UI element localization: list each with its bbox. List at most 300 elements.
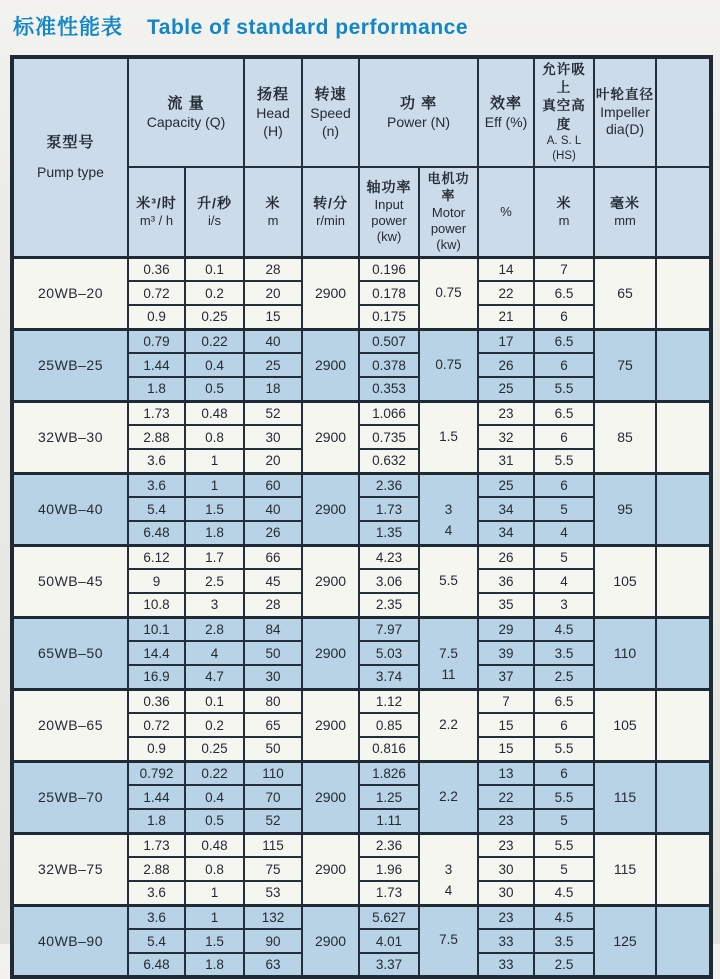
cell-input-power: 1.35: [359, 521, 419, 545]
cell-efficiency: 17: [478, 329, 534, 353]
subheader-impeller-en: mm: [614, 212, 636, 228]
cell-head: 90: [244, 929, 302, 953]
motor-power-values: [422, 355, 475, 376]
cell-asl: 6: [534, 713, 594, 737]
cell-capacity-m3h: 6.12: [128, 545, 185, 569]
subheader-speed-unit: [302, 167, 359, 257]
header-power: [359, 57, 478, 167]
cell-impeller-dia: 115: [594, 833, 656, 905]
cell-capacity-ls: 2.5: [185, 569, 244, 593]
subheader-ls-zh: 升/秒: [197, 195, 232, 212]
cell-input-power: 2.35: [359, 593, 419, 617]
cell-asl: 6.5: [534, 281, 594, 305]
cell-input-power: 0.632: [359, 449, 419, 473]
cell-capacity-ls: 0.8: [185, 425, 244, 449]
motor-power-value: 1.5: [439, 428, 458, 444]
cell-efficiency: 29: [478, 617, 534, 641]
motor-power-value: 0.75: [435, 284, 462, 300]
cell-capacity-m3h: 6.48: [128, 953, 185, 977]
cell-efficiency: 22: [478, 281, 534, 305]
motor-power-value: 11: [441, 667, 456, 683]
header-asl-zh1: 允许吸上: [542, 62, 586, 96]
cell-impeller-dia: 115: [594, 761, 656, 833]
cell-head: 60: [244, 473, 302, 497]
cell-head: 50: [244, 737, 302, 761]
cell-capacity-ls: 0.8: [185, 857, 244, 881]
cell-asl: 5.5: [534, 785, 594, 809]
cell-speed: 2900: [302, 689, 359, 761]
subheader-asl-en: m: [558, 212, 570, 228]
cell-capacity-m3h: 2.88: [128, 857, 185, 881]
table-body: [12, 257, 711, 977]
cell-capacity-ls: 0.1: [185, 689, 244, 713]
motor-power-value: 5.5: [439, 572, 458, 588]
cell-impeller-dia: 75: [594, 329, 656, 401]
cell-head: 63: [244, 953, 302, 977]
cell-head: 52: [244, 809, 302, 833]
header-head-zh: 扬程: [257, 85, 290, 103]
cell-capacity-m3h: 1.8: [128, 377, 185, 401]
subheader-motor-zh: 电机功率: [427, 170, 470, 204]
motor-power-value: 2.2: [439, 788, 458, 804]
cell-capacity-m3h: 1.44: [128, 785, 185, 809]
cell-capacity-m3h: 3.6: [128, 449, 185, 473]
subheader-ls-en: i/s: [208, 212, 221, 228]
table-row: [12, 473, 711, 497]
subheader-head-zh: 米: [265, 195, 281, 212]
cell-head: 70: [244, 785, 302, 809]
cell-pump-model: 40WB–90: [12, 905, 128, 977]
cell-motor-power: [419, 257, 478, 329]
motor-power-values: [422, 930, 475, 951]
cell-capacity-m3h: 0.36: [128, 689, 185, 713]
cell-input-power: 0.178: [359, 281, 419, 305]
cell-extra-empty: [656, 329, 711, 401]
cell-speed: 2900: [302, 761, 359, 833]
cell-head: 66: [244, 545, 302, 569]
cell-input-power: 7.97: [359, 617, 419, 641]
cell-asl: 5: [534, 857, 594, 881]
cell-motor-power: [419, 905, 478, 977]
cell-speed: 2900: [302, 905, 359, 977]
cell-capacity-m3h: 0.36: [128, 257, 185, 281]
header-eff-en: Eff (%): [484, 113, 528, 130]
cell-asl: 2.5: [534, 665, 594, 689]
table-row: [12, 617, 711, 641]
header-pump-type: [12, 57, 128, 257]
cell-input-power: 5.03: [359, 641, 419, 665]
cell-input-power: 0.353: [359, 377, 419, 401]
cell-capacity-m3h: 2.88: [128, 425, 185, 449]
cell-head: 53: [244, 881, 302, 905]
cell-efficiency: 13: [478, 761, 534, 785]
cell-capacity-m3h: 16.9: [128, 665, 185, 689]
cell-capacity-ls: 1: [185, 905, 244, 929]
cell-head: 20: [244, 449, 302, 473]
cell-head: 25: [244, 353, 302, 377]
cell-asl: 5.5: [534, 449, 594, 473]
cell-speed: 2900: [302, 473, 359, 545]
subheader-m3h: [128, 167, 185, 257]
cell-impeller-dia: 105: [594, 545, 656, 617]
table-row: [12, 905, 711, 929]
cell-input-power: 1.12: [359, 689, 419, 713]
motor-power-value: 3: [444, 502, 453, 518]
cell-extra-empty: [656, 689, 711, 761]
cell-input-power: 4.23: [359, 545, 419, 569]
cell-efficiency: 34: [478, 497, 534, 521]
header-speed: [302, 57, 359, 167]
page-title: [0, 0, 720, 46]
cell-efficiency: 35: [478, 593, 534, 617]
cell-head: 40: [244, 329, 302, 353]
header-capacity: [128, 57, 244, 167]
header-impeller-en2: dia(D): [605, 121, 645, 138]
subheader-eff-pct: [478, 167, 534, 257]
cell-efficiency: 14: [478, 257, 534, 281]
cell-capacity-ls: 0.4: [185, 353, 244, 377]
motor-power-value: 4: [444, 523, 453, 539]
cell-capacity-ls: 0.1: [185, 257, 244, 281]
cell-efficiency: 37: [478, 665, 534, 689]
cell-capacity-m3h: 5.4: [128, 497, 185, 521]
cell-capacity-ls: 0.5: [185, 809, 244, 833]
cell-capacity-m3h: 5.4: [128, 929, 185, 953]
header-asl: [534, 57, 594, 167]
cell-input-power: 0.196: [359, 257, 419, 281]
cell-pump-model: 40WB–40: [12, 473, 128, 545]
cell-motor-power: [419, 473, 478, 545]
cell-head: 30: [244, 665, 302, 689]
cell-input-power: 3.06: [359, 569, 419, 593]
subheader-eff-pct-label: %: [500, 203, 512, 219]
cell-motor-power: [419, 329, 478, 401]
header-pump-type-zh: 泵型号: [46, 134, 95, 152]
cell-head: 28: [244, 257, 302, 281]
subheader-ls: [185, 167, 244, 257]
cell-asl: 4: [534, 521, 594, 545]
subheader-m3h-zh: 米³/时: [136, 195, 177, 212]
cell-capacity-m3h: 0.72: [128, 713, 185, 737]
cell-motor-power: [419, 545, 478, 617]
cell-capacity-ls: 1.8: [185, 521, 244, 545]
cell-efficiency: 39: [478, 641, 534, 665]
header-asl-en: A. S. L (HS): [546, 134, 582, 162]
cell-asl: 5: [534, 809, 594, 833]
cell-input-power: 3.37: [359, 953, 419, 977]
cell-capacity-m3h: 6.48: [128, 521, 185, 545]
cell-head: 40: [244, 497, 302, 521]
cell-motor-power: [419, 617, 478, 689]
cell-efficiency: 21: [478, 305, 534, 329]
motor-power-values: [422, 715, 475, 736]
cell-asl: 6.5: [534, 401, 594, 425]
cell-pump-model: 65WB–50: [12, 617, 128, 689]
cell-capacity-ls: 1.7: [185, 545, 244, 569]
performance-table: [10, 55, 713, 979]
cell-capacity-m3h: 0.9: [128, 737, 185, 761]
subheader-motor-power: [419, 167, 478, 257]
cell-head: 65: [244, 713, 302, 737]
cell-efficiency: 25: [478, 473, 534, 497]
table-row: [12, 833, 711, 857]
cell-pump-model: 32WB–75: [12, 833, 128, 905]
cell-pump-model: 20WB–20: [12, 257, 128, 329]
cell-motor-power: [419, 401, 478, 473]
cell-motor-power: [419, 689, 478, 761]
cell-capacity-m3h: 9: [128, 569, 185, 593]
cell-input-power: 1.73: [359, 881, 419, 905]
cell-asl: 6: [534, 305, 594, 329]
cell-input-power: 1.73: [359, 497, 419, 521]
cell-efficiency: 33: [478, 929, 534, 953]
cell-extra-empty: [656, 905, 711, 977]
cell-efficiency: 30: [478, 857, 534, 881]
subheader-asl-unit: [534, 167, 594, 257]
cell-input-power: 2.36: [359, 473, 419, 497]
cell-efficiency: 34: [478, 521, 534, 545]
cell-capacity-ls: 0.5: [185, 377, 244, 401]
cell-capacity-m3h: 1.44: [128, 353, 185, 377]
cell-capacity-ls: 1: [185, 881, 244, 905]
cell-input-power: 1.826: [359, 761, 419, 785]
cell-efficiency: 15: [478, 737, 534, 761]
table-row: [12, 329, 711, 353]
cell-capacity-m3h: 3.6: [128, 905, 185, 929]
subheader-m3h-en: m³ / h: [139, 212, 174, 228]
cell-capacity-ls: 0.48: [185, 833, 244, 857]
cell-capacity-ls: 1: [185, 449, 244, 473]
cell-asl: 5: [534, 497, 594, 521]
cell-head: 45: [244, 569, 302, 593]
cell-impeller-dia: 65: [594, 257, 656, 329]
subheader-speed-en: r/min: [316, 212, 345, 228]
cell-capacity-ls: 0.22: [185, 761, 244, 785]
cell-efficiency: 36: [478, 569, 534, 593]
cell-impeller-dia: 95: [594, 473, 656, 545]
cell-asl: 6.5: [534, 689, 594, 713]
cell-head: 75: [244, 857, 302, 881]
cell-extra-empty: [656, 401, 711, 473]
cell-speed: 2900: [302, 833, 359, 905]
cell-efficiency: 22: [478, 785, 534, 809]
cell-asl: 5.5: [534, 833, 594, 857]
motor-power-values: [422, 427, 475, 448]
cell-input-power: 0.175: [359, 305, 419, 329]
motor-power-value: 0.75: [435, 356, 462, 372]
header-eff-zh: 效率: [490, 94, 523, 112]
cell-impeller-dia: 125: [594, 905, 656, 977]
cell-extra-empty: [656, 545, 711, 617]
cell-head: 132: [244, 905, 302, 929]
cell-input-power: 0.85: [359, 713, 419, 737]
cell-head: 84: [244, 617, 302, 641]
cell-capacity-m3h: 1.73: [128, 833, 185, 857]
cell-input-power: 0.507: [359, 329, 419, 353]
cell-asl: 4: [534, 569, 594, 593]
cell-asl: 6: [534, 761, 594, 785]
header-impeller-zh: 叶轮直径: [596, 86, 655, 102]
subheader-motor-en: Motor power (kw): [430, 204, 467, 253]
cell-capacity-m3h: 0.9: [128, 305, 185, 329]
cell-head: 115: [244, 833, 302, 857]
cell-speed: 2900: [302, 545, 359, 617]
cell-asl: 7: [534, 257, 594, 281]
subheader-extra-empty: [656, 167, 711, 257]
cell-asl: 6: [534, 425, 594, 449]
cell-capacity-ls: 0.48: [185, 401, 244, 425]
cell-input-power: 2.36: [359, 833, 419, 857]
motor-power-values: [422, 860, 475, 902]
header-impeller: [594, 57, 656, 167]
subheader-head-en: m: [267, 212, 279, 228]
cell-asl: 4.5: [534, 905, 594, 929]
cell-asl: 3.5: [534, 641, 594, 665]
cell-impeller-dia: 105: [594, 689, 656, 761]
cell-capacity-m3h: 14.4: [128, 641, 185, 665]
cell-capacity-ls: 2.8: [185, 617, 244, 641]
motor-power-value: 3: [444, 862, 453, 878]
cell-pump-model: 20WB–65: [12, 689, 128, 761]
header-head-en: Head (H): [256, 105, 290, 139]
table-row: [12, 257, 711, 281]
cell-asl: 2.5: [534, 953, 594, 977]
motor-power-values: [422, 500, 475, 542]
header-eff: [478, 57, 534, 167]
cell-efficiency: 26: [478, 545, 534, 569]
cell-input-power: 1.066: [359, 401, 419, 425]
cell-capacity-ls: 1: [185, 473, 244, 497]
cell-efficiency: 26: [478, 353, 534, 377]
header-pump-type-en: Pump type: [37, 163, 104, 180]
cell-asl: 4.5: [534, 881, 594, 905]
cell-input-power: 1.11: [359, 809, 419, 833]
cell-efficiency: 23: [478, 401, 534, 425]
header-asl-zh2: 真空高度: [542, 98, 586, 132]
cell-capacity-ls: 1.8: [185, 953, 244, 977]
cell-asl: 4.5: [534, 617, 594, 641]
cell-extra-empty: [656, 617, 711, 689]
subheader-asl-zh: 米: [556, 195, 572, 212]
cell-capacity-ls: 4: [185, 641, 244, 665]
cell-efficiency: 23: [478, 905, 534, 929]
cell-extra-empty: [656, 473, 711, 545]
cell-pump-model: 25WB–25: [12, 329, 128, 401]
cell-input-power: 1.25: [359, 785, 419, 809]
cell-efficiency: 33: [478, 953, 534, 977]
cell-efficiency: 31: [478, 449, 534, 473]
motor-power-value: 2.2: [439, 716, 458, 732]
cell-head: 80: [244, 689, 302, 713]
cell-motor-power: [419, 833, 478, 905]
cell-capacity-ls: 4.7: [185, 665, 244, 689]
cell-capacity-ls: 0.22: [185, 329, 244, 353]
cell-extra-empty: [656, 257, 711, 329]
cell-head: 15: [244, 305, 302, 329]
header-speed-en: Speed (n): [310, 105, 351, 139]
cell-head: 28: [244, 593, 302, 617]
table-row: [12, 689, 711, 713]
cell-head: 18: [244, 377, 302, 401]
header-extra-empty: [656, 57, 711, 167]
table-header: [12, 57, 711, 257]
cell-capacity-ls: 0.25: [185, 737, 244, 761]
cell-input-power: 0.735: [359, 425, 419, 449]
motor-power-value: 7.5: [439, 932, 458, 948]
motor-power-values: [422, 644, 475, 686]
cell-head: 52: [244, 401, 302, 425]
motor-power-values: [422, 787, 475, 808]
cell-efficiency: 30: [478, 881, 534, 905]
cell-capacity-ls: 3: [185, 593, 244, 617]
cell-head: 20: [244, 281, 302, 305]
header-impeller-en1: Impeller: [600, 103, 650, 120]
table-row: [12, 761, 711, 785]
motor-power-value: 7.5: [439, 646, 458, 662]
cell-capacity-m3h: 0.72: [128, 281, 185, 305]
cell-pump-model: 50WB–45: [12, 545, 128, 617]
cell-efficiency: 25: [478, 377, 534, 401]
cell-capacity-m3h: 3.6: [128, 473, 185, 497]
cell-efficiency: 7: [478, 689, 534, 713]
cell-capacity-m3h: 1.8: [128, 809, 185, 833]
cell-head: 50: [244, 641, 302, 665]
cell-efficiency: 23: [478, 833, 534, 857]
cell-head: 26: [244, 521, 302, 545]
cell-asl: 3: [534, 593, 594, 617]
motor-power-values: [422, 571, 475, 592]
header-speed-zh: 转速: [314, 85, 347, 103]
cell-input-power: 5.627: [359, 905, 419, 929]
cell-capacity-m3h: 0.792: [128, 761, 185, 785]
header-capacity-zh: 流 量: [167, 94, 205, 112]
motor-power-value: 4: [444, 883, 453, 899]
header-head: [244, 57, 302, 167]
cell-input-power: 3.74: [359, 665, 419, 689]
page-title-zh: 标准性能表: [13, 16, 123, 39]
cell-capacity-ls: 0.25: [185, 305, 244, 329]
cell-efficiency: 32: [478, 425, 534, 449]
cell-asl: 6.5: [534, 329, 594, 353]
subheader-input-power: [359, 167, 419, 257]
cell-asl: 6: [534, 353, 594, 377]
subheader-speed-zh: 转/分: [313, 195, 348, 212]
cell-input-power: 4.01: [359, 929, 419, 953]
cell-pump-model: 32WB–30: [12, 401, 128, 473]
cell-capacity-m3h: 10.8: [128, 593, 185, 617]
subheader-input-en: Input power (kw): [371, 196, 407, 245]
header-capacity-en: Capacity (Q): [146, 113, 226, 130]
header-power-zh: 功 率: [399, 94, 438, 112]
cell-head: 30: [244, 425, 302, 449]
cell-extra-empty: [656, 833, 711, 905]
subheader-impeller-unit: [594, 167, 656, 257]
cell-capacity-ls: 0.4: [185, 785, 244, 809]
motor-power-values: [422, 283, 475, 304]
cell-capacity-ls: 0.2: [185, 281, 244, 305]
cell-asl: 3.5: [534, 929, 594, 953]
cell-impeller-dia: 85: [594, 401, 656, 473]
subheader-head-unit: [244, 167, 302, 257]
subheader-impeller-zh: 毫米: [610, 195, 641, 212]
header-power-en: Power (N): [387, 113, 451, 130]
cell-efficiency: 15: [478, 713, 534, 737]
cell-head: 110: [244, 761, 302, 785]
cell-capacity-m3h: 0.79: [128, 329, 185, 353]
table-row: [12, 545, 711, 569]
cell-speed: 2900: [302, 329, 359, 401]
cell-asl: 5.5: [534, 737, 594, 761]
